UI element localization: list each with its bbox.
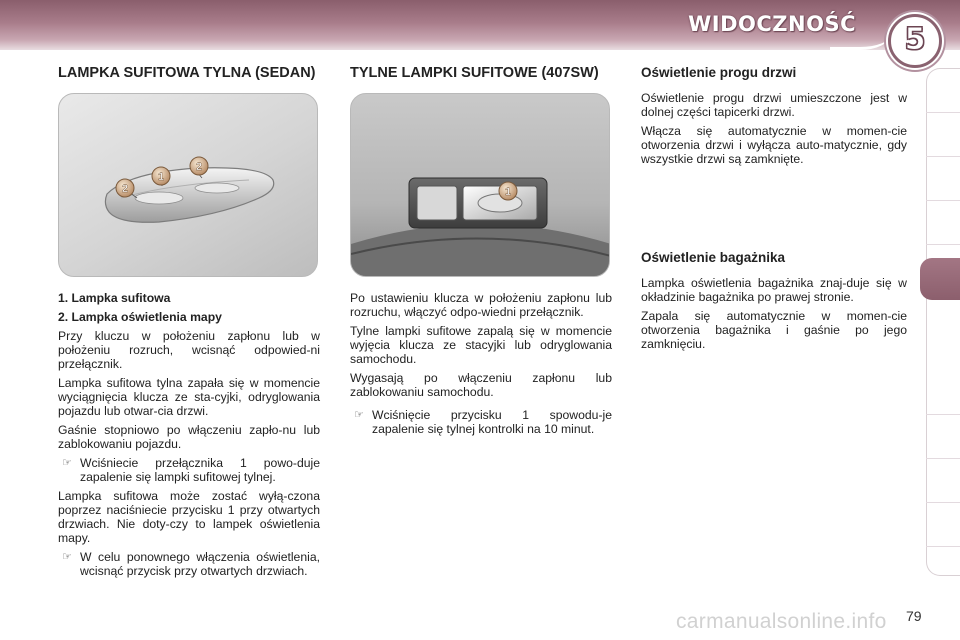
watermark: carmanualsonline.info	[676, 610, 887, 633]
chapter-header-band	[0, 0, 960, 50]
bullet-point	[58, 456, 320, 484]
pointing-hand-icon: ☞	[354, 408, 364, 421]
paragraph: Lampka sufitowa tylna zapała się w momencie wyciągnięcia klucza ze sta-cyjki, odryglowania pojazdu lub otwar-cia drzwi.	[58, 376, 320, 418]
subsection-heading: Oświetlenie bagażnika	[641, 250, 786, 265]
chapter-title: WIDOCZNOŚĆ	[688, 12, 856, 36]
pointing-hand-icon: ☞	[62, 456, 72, 469]
pointing-hand-icon: ☞	[62, 550, 72, 563]
section-heading: TYLNE LAMPKI SUFITOWE (407SW)	[350, 65, 599, 81]
chapter-tab-active[interactable]	[920, 258, 960, 300]
callout-label: 2	[121, 183, 129, 195]
chapter-tab[interactable]	[926, 201, 960, 245]
chapter-number-badge	[888, 14, 942, 68]
callout-label: 1	[157, 171, 165, 183]
paragraph: Lampka oświetlenia bagażnika znaj-duje się w okładzinie bagażnika po prawej stronie.	[641, 276, 907, 304]
legend-item-1: 1. Lampka sufitowa	[58, 291, 171, 305]
paragraph: Włącza się automatycznie w momen-cie otworzenia drzwi i wyłącza auto-matycznie, gdy wszystkie drzwi są zamknięte.	[641, 124, 907, 166]
callout-label: 2	[195, 161, 203, 173]
legend-item-2: 2. Lampka oświetlenia mapy	[58, 310, 222, 324]
bullet-point	[58, 550, 320, 578]
paragraph: Oświetlenie progu drzwi umieszczone jest w dolnej części tapicerki drzwi.	[641, 91, 907, 119]
paragraph: Przy kluczu w położeniu zapłonu lub w położeniu rozruch, wcisnąć odpowied-ni przełącznik.	[58, 329, 320, 371]
subsection-heading: Oświetlenie progu drzwi	[641, 65, 797, 80]
chapter-tab[interactable]	[926, 157, 960, 201]
header-swoosh-decoration	[830, 20, 890, 50]
paragraph: Gaśnie stopniowo po włączeniu zapło-nu lub zablokowaniu pojazdu.	[58, 423, 320, 451]
bullet-text: W celu ponownego włączenia oświetlenia, wcisnąć przycisk przy otwartych drzwiach.	[80, 550, 320, 578]
chapter-number: 5	[904, 22, 926, 57]
paragraph: Zapala się automatycznie w momen-cie otworzenia bagażnika i gaśnie po jego zamknięciu.	[641, 309, 907, 351]
rear-lamp-illustration	[351, 94, 610, 277]
paragraph: Tylne lampki sufitowe zapalą się w momencie wyjęcia klucza ze stacyjki lub odryglowania samochodu.	[350, 324, 612, 366]
chapter-tab[interactable]	[926, 69, 960, 113]
chapter-tab[interactable]	[926, 415, 960, 459]
paragraph: Lampka sufitowa może zostać wyłą-czona poprzez naciśniecie przycisku 1 przy otwartych drzwiach. Nie doty-czy to lampek oświetlenia mapy.	[58, 489, 320, 545]
chapter-tab[interactable]	[926, 503, 960, 547]
chapter-tab[interactable]	[926, 113, 960, 157]
chapter-tab[interactable]	[926, 371, 960, 415]
figure-407sw-rear-lamp	[350, 93, 610, 277]
column-sedan-rear-lamp	[58, 66, 320, 578]
column-407sw-rear-lamps	[350, 66, 612, 436]
bullet-text: Wciśnięcie przycisku 1 spowodu-je zapalenie się tylnej kontrolki na 10 minut.	[372, 408, 612, 436]
callout-label: 1	[504, 186, 512, 198]
bullet-point	[350, 408, 612, 436]
section-heading: LAMPKA SUFITOWA TYLNA (SEDAN)	[58, 65, 316, 81]
column-door-and-boot-lighting	[641, 66, 907, 351]
figure-sedan-ceiling-lamp	[58, 93, 318, 277]
page-number: 79	[906, 608, 922, 624]
sedan-ceiling-lamp-illustration	[59, 94, 318, 277]
paragraph: Po ustawieniu klucza w położeniu zapłonu lub rozruchu, włączyć odpo-wiedni przełącznik.	[350, 291, 612, 319]
paragraph: Wygasają po włączeniu zapłonu lub zablokowaniu samochodu.	[350, 371, 612, 399]
bullet-text: Wciśniecie przełącznika 1 powo-duje zapalenie się lampki sufitowej tylnej.	[80, 456, 320, 484]
chapter-tab-rail	[926, 68, 960, 576]
chapter-tab[interactable]	[926, 459, 960, 503]
